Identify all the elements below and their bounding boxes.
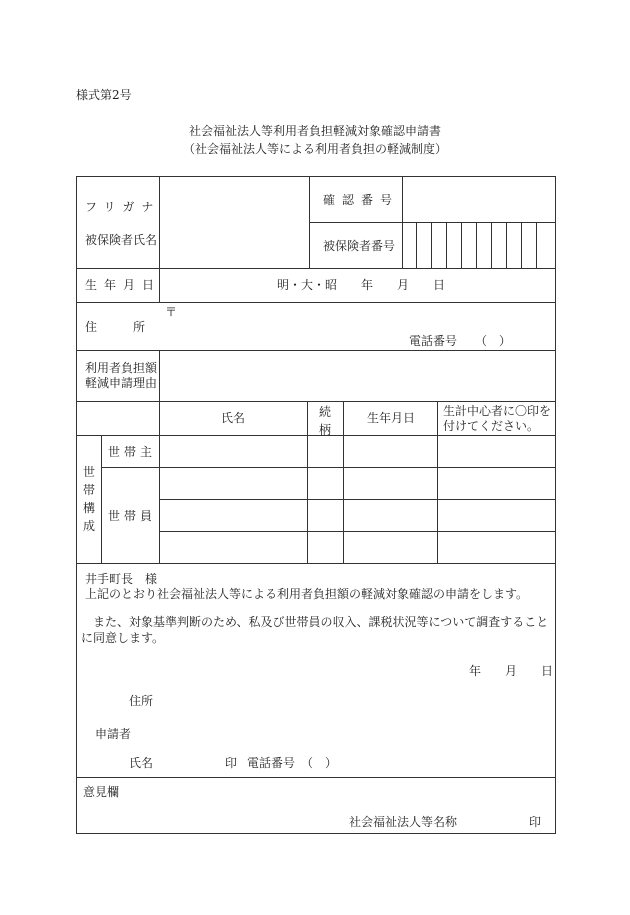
digit-divider — [431, 222, 432, 268]
applicant-seal: 印 — [225, 756, 238, 770]
row-divider — [77, 268, 555, 269]
insured-number-label: 被保険者番号 — [323, 239, 396, 253]
col-divider — [159, 350, 160, 401]
addressee: 井手町長 様 — [85, 572, 158, 586]
organization-name-label: 社会福祉法人等名称 — [349, 815, 458, 829]
digit-divider — [416, 222, 417, 268]
applicant-label: 申請者 — [95, 727, 132, 741]
row-divider — [159, 531, 555, 532]
column-relation: 続柄 — [318, 405, 331, 437]
column-name: 氏名 — [221, 411, 246, 425]
col-divider — [159, 177, 160, 268]
form-title: 社会福祉法人等利用者負担軽減対象確認申請書 — [188, 124, 441, 138]
row-divider — [77, 777, 555, 778]
applicant-name-label: 氏名 — [129, 756, 154, 770]
postal-mark: 〒 — [165, 305, 178, 319]
furigana-label: フリガナ — [85, 200, 161, 214]
col-divider — [159, 401, 160, 563]
declaration-paragraph-2: また、対象基準判断のため、私及び世帯員の収入、課税状況等について調査することに同意します。 — [81, 615, 549, 645]
digit-divider — [461, 222, 462, 268]
birthdate-era-field: 明・大・昭 年 月 日 — [277, 278, 446, 292]
digit-divider — [506, 222, 507, 268]
row-divider — [77, 563, 555, 564]
insured-name-label: 被保険者氏名 — [85, 233, 158, 247]
reason-label-line2: 軽減申請理由 — [85, 376, 158, 390]
row-divider — [309, 222, 555, 223]
applicant-phone: 電話番号 （ ） — [247, 756, 338, 770]
organization-seal: 印 — [529, 815, 542, 829]
household-section-label: 世帯構成 — [82, 465, 95, 533]
phone-field: 電話番号 （ ） — [409, 334, 512, 348]
col-divider — [437, 401, 438, 563]
digit-divider — [521, 222, 522, 268]
applicant-address-label: 住所 — [129, 694, 154, 708]
reason-label-line1: 利用者負担額 — [85, 361, 158, 375]
digit-divider — [446, 222, 447, 268]
digit-divider — [536, 222, 537, 268]
address-label: 住 所 — [85, 320, 146, 334]
application-form-table — [76, 176, 556, 834]
birthdate-label: 生年月日 — [85, 278, 162, 292]
household-head-label: 世帯主 — [108, 445, 157, 459]
col-divider — [309, 177, 310, 268]
application-date: 年 月 日 — [469, 664, 554, 678]
digit-divider — [491, 222, 492, 268]
form-subtitle: （社会福祉法人等による利用者負担の軽減制度） — [182, 142, 447, 156]
confirm-number-label: 確認番号 — [323, 193, 400, 207]
col-divider — [101, 435, 102, 563]
row-divider — [77, 435, 555, 436]
row-divider — [77, 302, 555, 303]
form-id: 様式第2号 — [76, 88, 132, 102]
column-note-line1: 生計中心者に〇印を — [443, 404, 552, 418]
row-divider — [77, 350, 555, 351]
household-member-label: 世帯員 — [108, 509, 157, 523]
row-divider — [101, 467, 555, 468]
column-note-line2: 付けてください。 — [443, 419, 540, 433]
col-divider — [307, 401, 308, 563]
row-divider — [77, 401, 555, 402]
row-divider — [159, 499, 555, 500]
opinion-label: 意見欄 — [83, 785, 120, 799]
col-divider — [402, 177, 403, 268]
digit-divider — [476, 222, 477, 268]
col-divider — [343, 401, 344, 563]
column-birthdate: 生年月日 — [367, 411, 416, 425]
declaration-paragraph-1: 上記のとおり社会福祉法人等による利用者負担額の軽減対象確認の申請をします。 — [85, 587, 529, 601]
